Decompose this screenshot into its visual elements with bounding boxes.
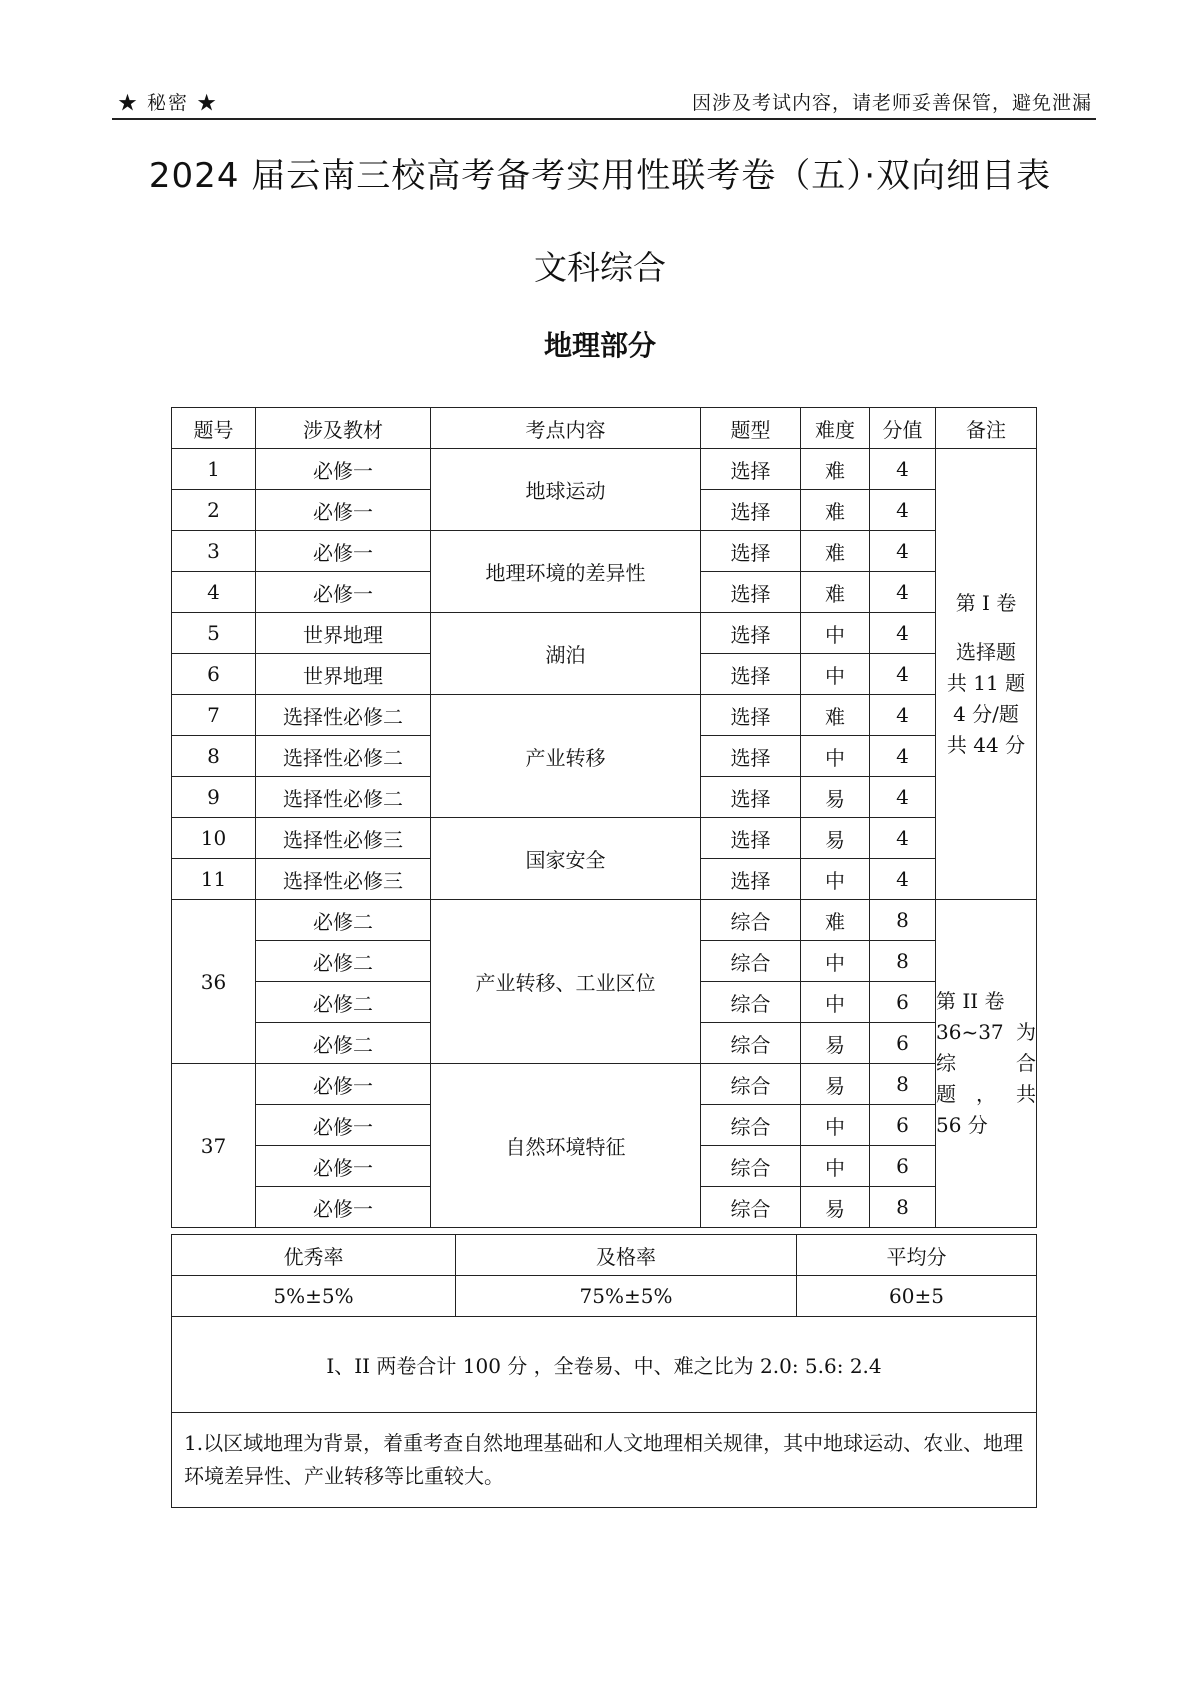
cell-score: 6 [870,1146,936,1187]
summary-value-row [172,1276,1037,1317]
cell-topic: 地理环境的差异性 [431,531,701,613]
cell-difficulty: 中 [801,1105,870,1146]
col-header-note: 备注 [936,408,1037,449]
cell-type: 选择 [701,490,801,531]
excellent-rate-header: 优秀率 [172,1235,456,1276]
note-paper-2-line: 题，共 [936,1082,1036,1106]
cell-score: 8 [870,941,936,982]
cell-topic: 地球运动 [431,449,701,531]
cell-topic: 自然环境特征 [431,1064,701,1228]
cell-score: 4 [870,736,936,777]
cell-type: 选择 [701,531,801,572]
cell-score: 6 [870,982,936,1023]
cell-book: 世界地理 [256,613,431,654]
section-title: 地理部分 [543,329,656,362]
excellent-rate-value: 5%±5% [172,1276,456,1317]
cell-book: 选择性必修三 [256,859,431,900]
cell-no: 9 [172,777,256,818]
page-header [112,84,1096,120]
table-row [172,695,1037,736]
cell-score: 4 [870,777,936,818]
cell-no: 8 [172,736,256,777]
cell-type: 选择 [701,859,801,900]
summary-header-row [172,1235,1037,1276]
cell-score: 8 [870,900,936,941]
cell-topic: 产业转移 [431,695,701,818]
cell-no: 10 [172,818,256,859]
note-paper-2-line: 综 合 [936,1051,1036,1075]
detail-table [171,407,1037,1228]
note-paper-1-title: 第 I 卷 [955,590,1017,615]
cell-score: 6 [870,1023,936,1064]
ratio-row [172,1317,1037,1413]
pass-rate-header: 及格率 [456,1235,797,1276]
cell-score: 8 [870,1064,936,1105]
cell-book: 选择性必修二 [256,777,431,818]
table-row [172,531,1037,572]
cell-topic: 产业转移、工业区位 [431,900,701,1064]
cell-score: 4 [870,572,936,613]
cell-score: 4 [870,490,936,531]
note-paper-2 [936,900,1037,1228]
cell-difficulty: 中 [801,613,870,654]
cell-score: 4 [870,695,936,736]
cell-difficulty: 中 [801,982,870,1023]
cell-difficulty: 中 [801,736,870,777]
subject-title: 文科综合 [534,248,666,287]
cell-score: 4 [870,613,936,654]
description-row [172,1413,1037,1508]
cell-difficulty: 中 [801,859,870,900]
cell-no: 37 [172,1064,256,1228]
cell-no: 7 [172,695,256,736]
cell-type: 综合 [701,1146,801,1187]
cell-no: 5 [172,613,256,654]
cell-type: 综合 [701,1105,801,1146]
table-row [172,613,1037,654]
cell-score: 8 [870,1187,936,1228]
cell-difficulty: 难 [801,531,870,572]
cell-type: 选择 [701,777,801,818]
summary-table [171,1234,1037,1508]
cell-book: 必修一 [256,572,431,613]
col-header-score: 分值 [870,408,936,449]
average-score-header: 平均分 [797,1235,1037,1276]
cell-book: 选择性必修二 [256,736,431,777]
col-header-no: 题号 [172,408,256,449]
cell-book: 选择性必修三 [256,818,431,859]
cell-score: 4 [870,818,936,859]
cell-score: 4 [870,654,936,695]
note-paper-2-line: 36~37 为 [936,1020,1036,1044]
cell-difficulty: 易 [801,1187,870,1228]
cell-no: 6 [172,654,256,695]
cell-book: 必修一 [256,1187,431,1228]
cell-difficulty: 中 [801,941,870,982]
note-paper-2-title: 第 II 卷 [936,989,1005,1013]
cell-book: 必修一 [256,490,431,531]
table-row [172,449,1037,490]
cell-score: 4 [870,531,936,572]
cell-difficulty: 中 [801,1146,870,1187]
table-row [172,818,1037,859]
cell-no: 36 [172,900,256,1064]
cell-score: 4 [870,859,936,900]
cell-topic: 湖泊 [431,613,701,695]
cell-score: 4 [870,449,936,490]
cell-difficulty: 中 [801,654,870,695]
cell-book: 必修一 [256,1064,431,1105]
table-row [172,900,1037,941]
note-paper-1-line: 选择题 [956,639,1016,664]
cell-book: 必修二 [256,941,431,982]
cell-difficulty: 易 [801,1064,870,1105]
average-score-value: 60±5 [797,1276,1037,1317]
cell-score: 6 [870,1105,936,1146]
cell-type: 选择 [701,695,801,736]
cell-book: 必修一 [256,531,431,572]
cell-no: 2 [172,490,256,531]
cell-book: 必修二 [256,1023,431,1064]
cell-type: 综合 [701,1023,801,1064]
cell-no: 11 [172,859,256,900]
cell-type: 选择 [701,818,801,859]
note-paper-2-line: 56 分 [936,1113,988,1137]
document-title: 2024 届云南三校高考备考实用性联考卷（五）·双向细目表 [148,156,1052,196]
cell-no: 4 [172,572,256,613]
cell-book: 必修二 [256,900,431,941]
cell-difficulty: 易 [801,777,870,818]
table-header-row [172,408,1037,449]
cell-type: 综合 [701,1187,801,1228]
cell-type: 综合 [701,1064,801,1105]
cell-type: 综合 [701,900,801,941]
cell-type: 综合 [701,982,801,1023]
col-header-type: 题型 [701,408,801,449]
cell-no: 1 [172,449,256,490]
cell-type: 选择 [701,572,801,613]
cell-difficulty: 易 [801,1023,870,1064]
cell-difficulty: 难 [801,449,870,490]
cell-book: 必修一 [256,449,431,490]
pass-rate-value: 75%±5% [456,1276,797,1317]
cell-book: 选择性必修二 [256,695,431,736]
cell-no: 3 [172,531,256,572]
note-paper-1-line: 共 44 分 [946,732,1026,757]
cell-book: 必修一 [256,1105,431,1146]
cell-type: 选择 [701,736,801,777]
exam-description: 1.以区域地理为背景，着重考查自然地理基础和人文地理相关规律，其中地球运动、农业、地理环境差异性、产业转移等比重较大。 [172,1413,1037,1508]
cell-book: 世界地理 [256,654,431,695]
table-row [172,1064,1037,1105]
col-header-book: 涉及教材 [256,408,431,449]
cell-difficulty: 难 [801,490,870,531]
cell-type: 选择 [701,613,801,654]
cell-type: 选择 [701,449,801,490]
note-paper-1 [936,449,1037,900]
cell-topic: 国家安全 [431,818,701,900]
note-paper-1-line: 共 11 题 [946,670,1026,695]
cell-difficulty: 难 [801,572,870,613]
cell-book: 必修二 [256,982,431,1023]
cell-book: 必修一 [256,1146,431,1187]
cell-difficulty: 难 [801,695,870,736]
note-paper-1-line: 4 分/题 [953,701,1019,726]
col-header-topic: 考点内容 [431,408,701,449]
cell-difficulty: 难 [801,900,870,941]
confidential-notice: 因涉及考试内容，请老师妥善保管，避免泄漏 [691,92,1092,114]
cell-type: 综合 [701,941,801,982]
confidential-mark: ★ 秘密 ★ [118,92,219,114]
col-header-difficulty: 难度 [801,408,870,449]
difficulty-ratio: I、II 两卷合计 100 分 ，全卷易、中、难之比为 2.0: 5.6: 2.4 [172,1317,1037,1413]
cell-type: 选择 [701,654,801,695]
cell-difficulty: 易 [801,818,870,859]
